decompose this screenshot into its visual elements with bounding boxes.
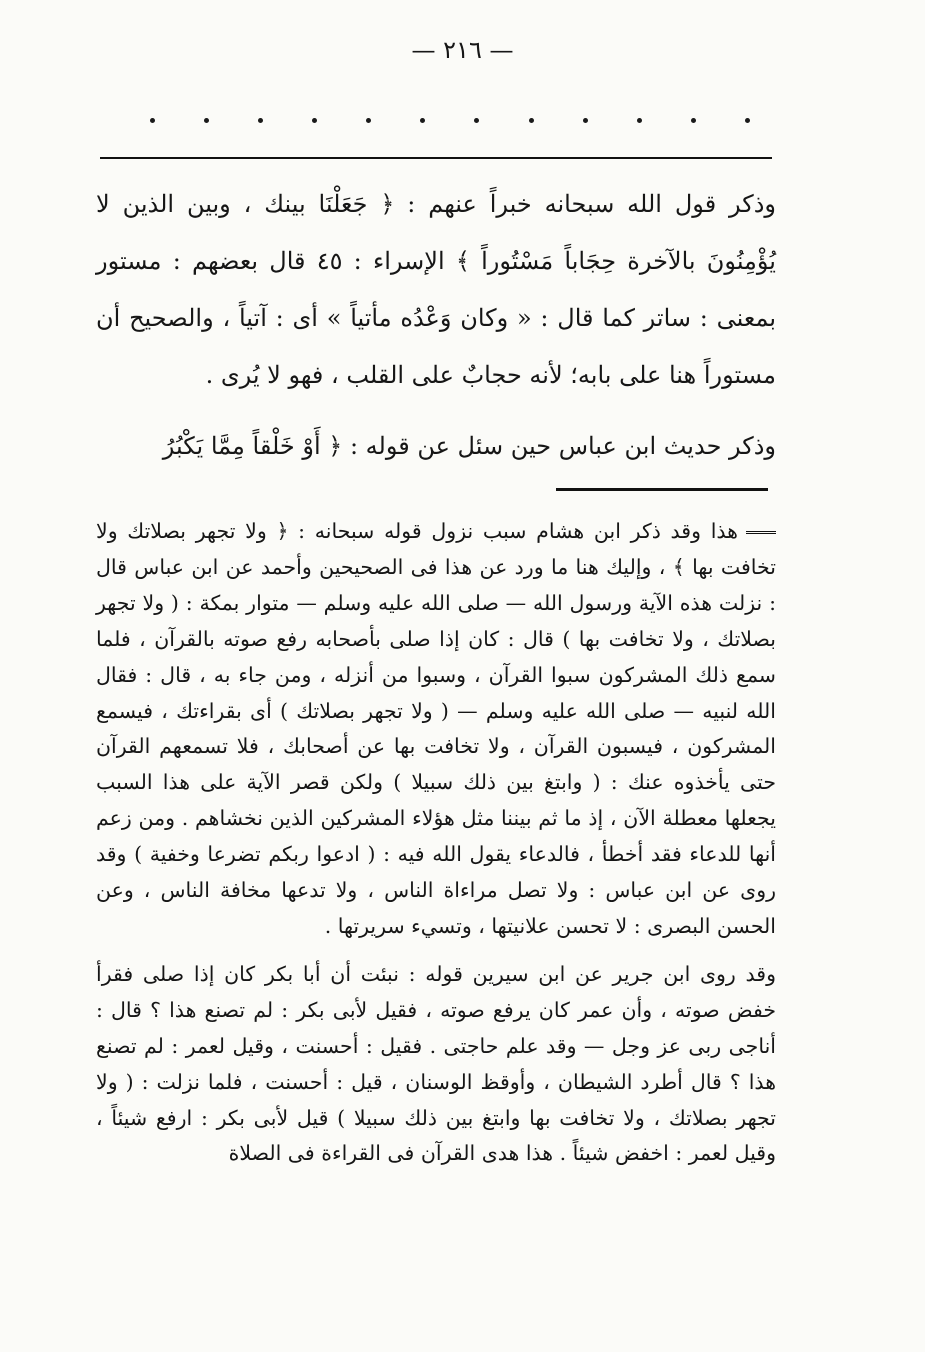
section-separator-dots	[150, 118, 750, 123]
separator-dot	[529, 118, 534, 123]
page-number: — ٢١٦ —	[411, 36, 514, 64]
separator-dot	[691, 118, 696, 123]
separator-dot	[420, 118, 425, 123]
separator-dot	[745, 118, 750, 123]
footnote-paragraph	[96, 514, 776, 945]
main-text-block	[96, 176, 776, 475]
separator-dot	[366, 118, 371, 123]
footnotes-block	[96, 514, 776, 1172]
main-paragraph: وذكر حديث ابن عباس حين سئل عن قوله : ﴿ أَوْ خَلْقاً مِمَّا يَكْبُرُ	[162, 432, 776, 460]
footnote-paragraph: وقد روى ابن جرير عن ابن سيرين قوله : نبئت أن أبا بكر كان إذا صلى فقرأ خفض صوته ، وأن عمر كان يرفع صوته ، فقيل لأبى بكر : لم تصنع هذا ؟ قال : أناجى ربى عز وجل — وقد علم حاجتى . فقيل : أحسنت ، وقيل لعمر : لم تصنع هذا ؟ قال أطرد الشيطان ، وأوقظ الوسنان ، قيل : أحسنت ، فلما نزلت : ( ولا تجهر بصلاتك ، ولا تخافت بها وابتغ بين ذلك سبيلا ) قيل لأبى بكر : ارفع شيئاً ، وقيل لعمر : اخفض شيئاً . هذا هدى القرآن فى القراءة فى الصلاة	[96, 961, 776, 1166]
top-divider	[100, 157, 772, 159]
main-paragraph: وذكر قول الله سبحانه خبراً عنهم : ﴿ جَعَلْنَا بينك ، وبين الذين لا يُؤْمِنُونَ بالآخرة حِجَاباً مَسْتُوراً ﴾ الإسراء : ٤٥ قال بعضهم : مستور بمعنى : ساتر كما قال : « وكان وَعْدُه مأتياً » أى : آتياً ، والصحيح أن مستوراً هنا على بابه؛ لأنه حجابٌ على القلب ، فهو لا يُرى .	[96, 190, 776, 389]
continuation-mark	[746, 531, 776, 534]
footnote-divider	[556, 488, 768, 491]
separator-dot	[637, 118, 642, 123]
separator-dot	[312, 118, 317, 123]
separator-dot	[204, 118, 209, 123]
separator-dot	[474, 118, 479, 123]
separator-dot	[150, 118, 155, 123]
separator-dot	[583, 118, 588, 123]
footnote-text: هذا وقد ذكر ابن هشام سبب نزول قوله سبحانه : ﴿ ولا تجهر بصلاتك ولا تخافت بها ﴾ ، وإليك هنا ما ورد عن هذا فى الصحيحين وأحمد عن ابن عباس قال : نزلت هذه الآية ورسول الله — صلى الله عليه وسلم — متوار بمكة : ( ولا تجهر بصلاتك ، ولا تخافت بها ) قال : كان إذا صلى بأصحابه رفع صوته بالقرآن ، فلما سمع ذلك المشركون سبوا القرآن ، وسبوا من أنزله ، ومن جاء به ، قال : فقال الله لنبيه — صلى الله عليه وسلم — ( ولا تجهر بصلاتك ) أى بقراءتك ، فيسمع المشركون ، فيسبون القرآن ، ولا تخافت بها عن أصحابك ، فلا تسمعهم القرآن حتى يأخذوه عنك : ( وابتغ بين ذلك سبيلا ) ولكن قصر الآية على هذا السبب يجعلها معطلة الآن ، إذ ما ثم بيننا مثل هؤلاء المشركين الذين نخشاهم . ومن زعم أنها للدعاء فقد أخطأ ، فالدعاء يقول الله فيه : ( ادعوا ربكم تضرعا وخفية ) وقد روى عن ابن عباس : ولا تصل مراءاة الناس ، ولا تدعها مخافة الناس ، وعن الحسن البصرى : لا تحسن علانيتها ، وتسيء سريرتها .	[96, 519, 776, 938]
separator-dot	[258, 118, 263, 123]
